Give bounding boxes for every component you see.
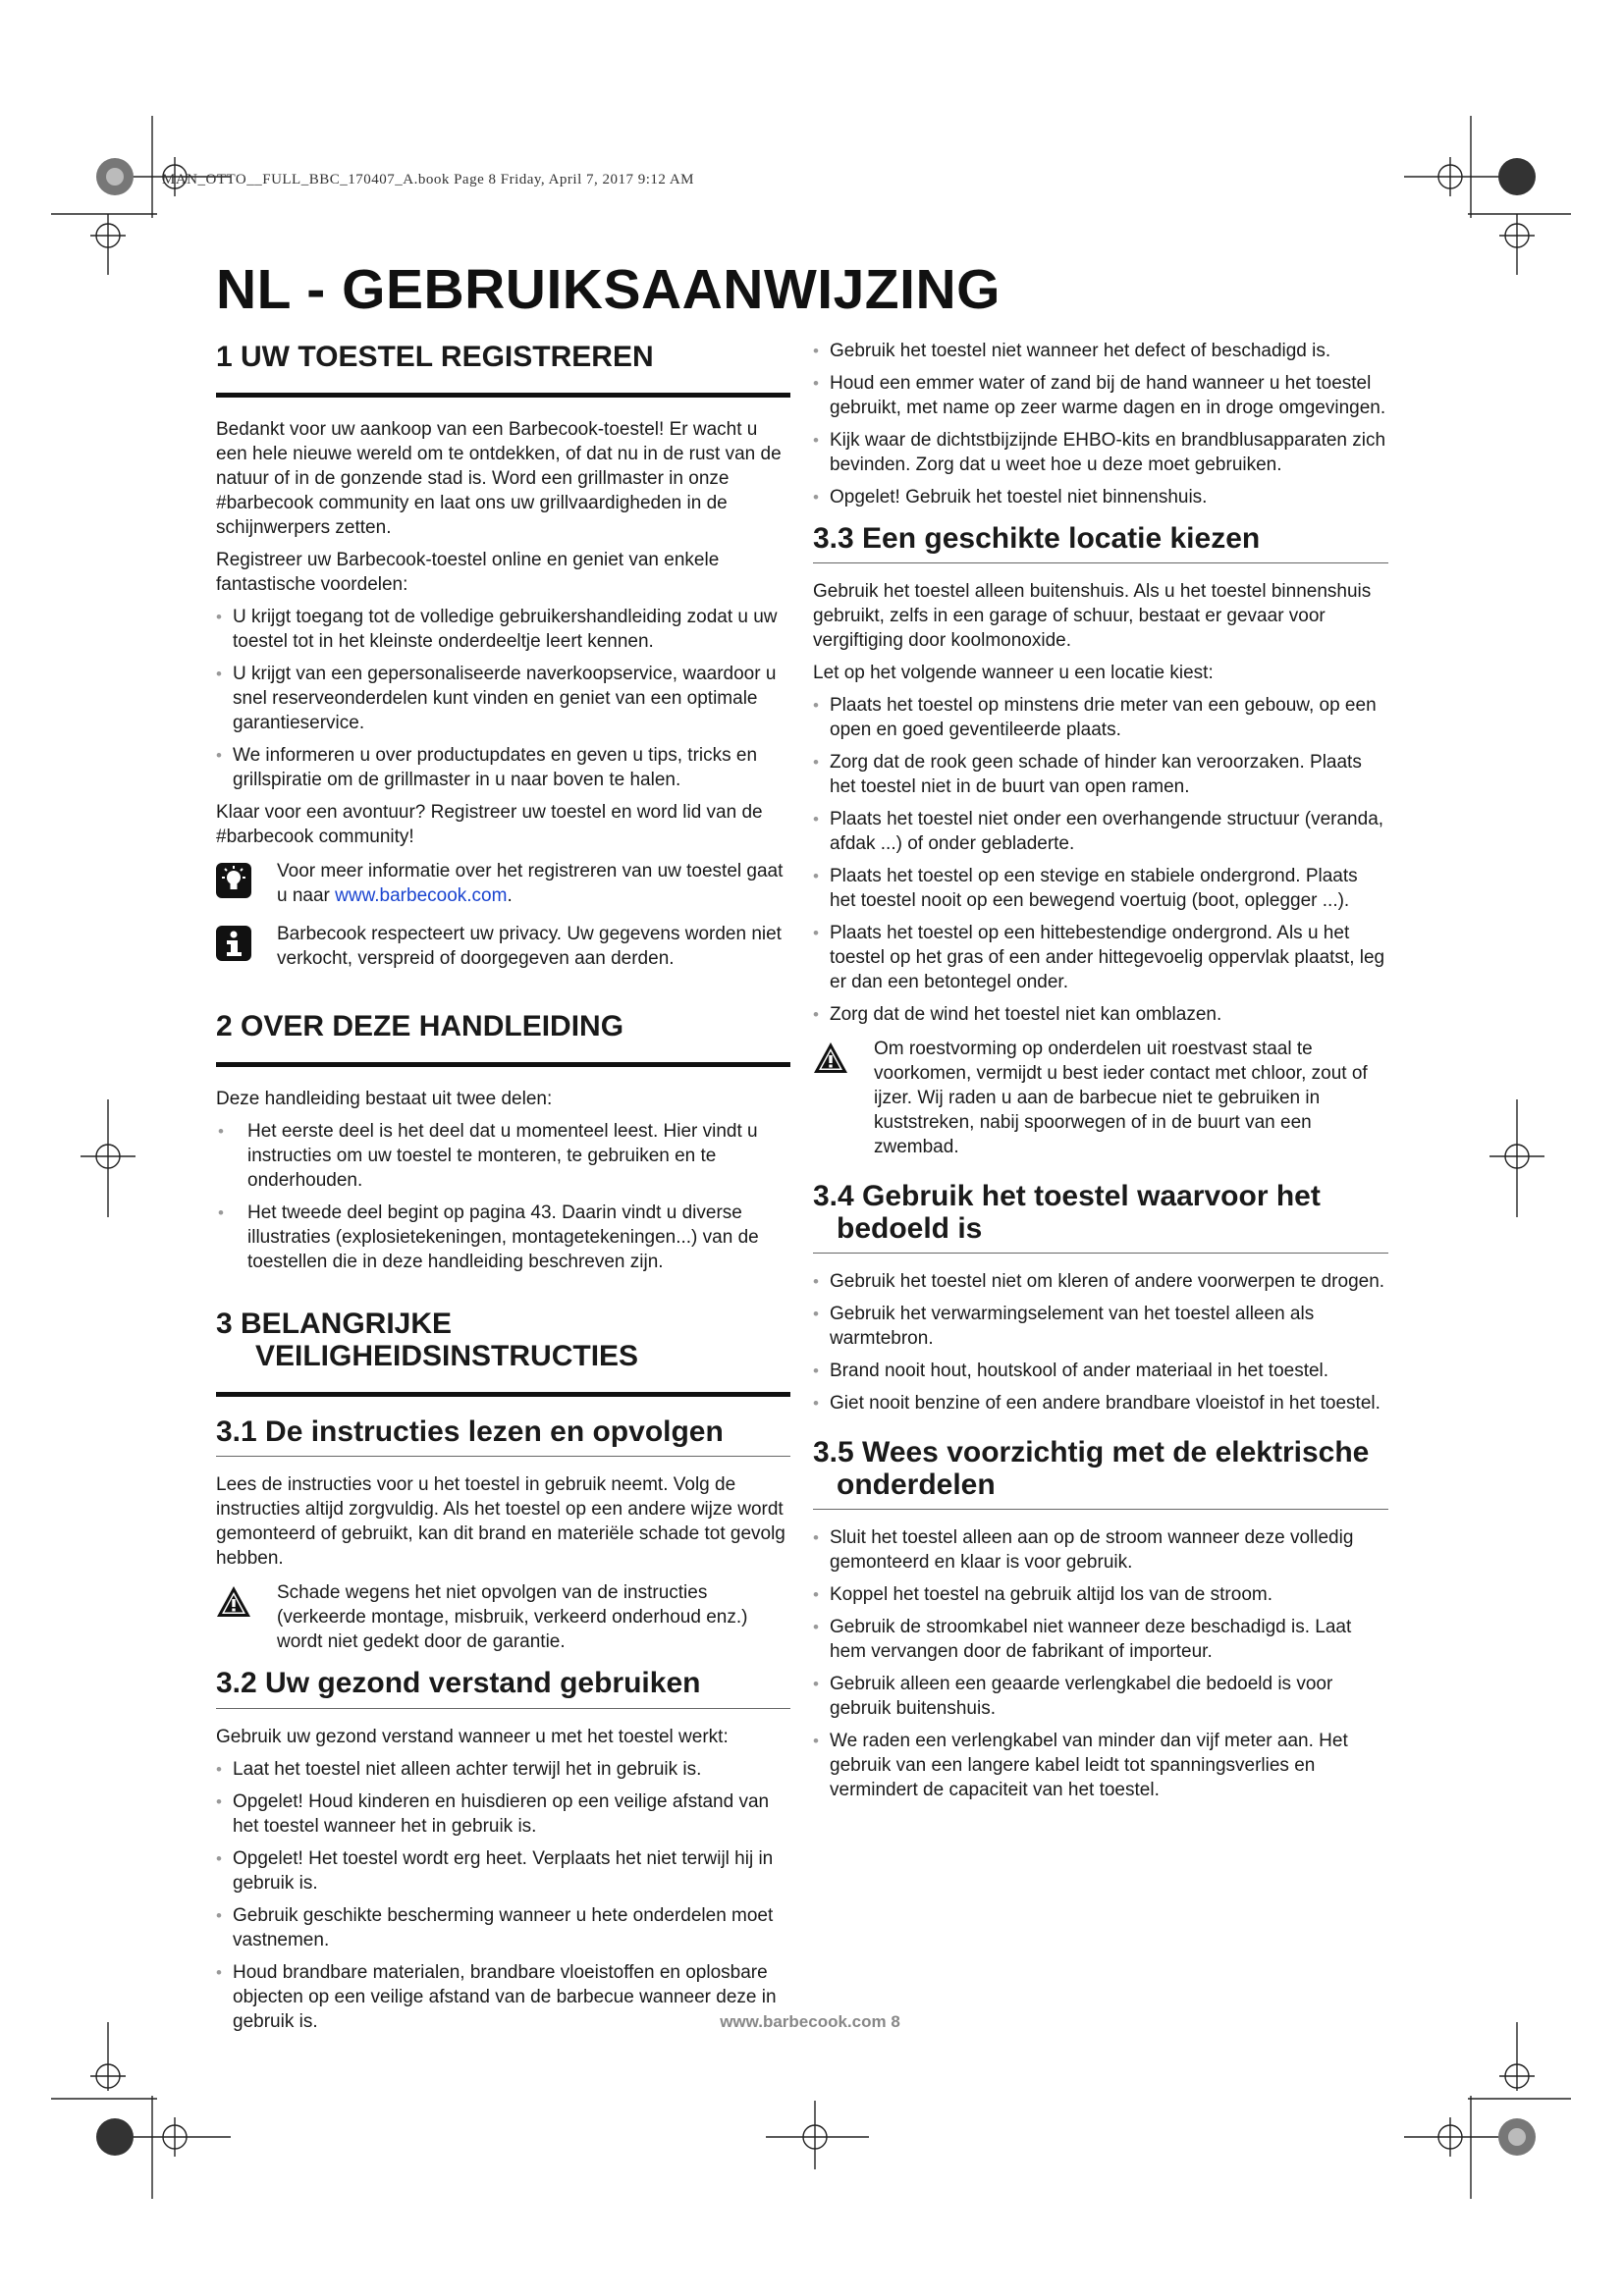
section-3-heading: [216, 1308, 790, 1397]
warning-note: [813, 1037, 1388, 1159]
section-3-heading-line2: VEILIGHEIDSINSTRUCTIES: [255, 1340, 639, 1372]
section-3-1: [216, 1416, 790, 1654]
list-item: • Het tweede deel begint op pagina 43. Daarin vindt u diverse illustraties (explosietekeningen, montagetekeningen...) van de toestellen die in deze handleiding beschreven zijn.: [216, 1201, 790, 1274]
list-item: • Gebruik alleen een geaarde verlengkabel die bedoeld is voor gebruik buitenshuis.: [813, 1672, 1388, 1721]
section-3-5-heading: [813, 1437, 1388, 1510]
section-3-3: [813, 523, 1388, 1159]
section-3-3-intro: Let op het volgende wanneer u een locatie kiest:: [813, 663, 1214, 684]
section-3-2-intro: Gebruik uw gezond verstand wanneer u met het toestel werkt:: [216, 1726, 729, 1747]
warning-icon: [216, 1584, 251, 1620]
lightbulb-icon: [216, 863, 251, 898]
list-item: • Opgelet! Houd kinderen en huisdieren op een veilige afstand van het toestel wanneer het in gebruik is.: [216, 1789, 790, 1839]
section-3-1-text: Lees de instructies voor u het toestel in gebruik neemt. Volg de instructies altijd zorgvuldig. Als het toestel op een andere wijze wordt gemonteerd of gebruikt, kan dit brand en materiële schade tot gevolg hebben.: [216, 1474, 785, 1570]
list-item: • Plaats het toestel op een hittebestendige ondergrond. Als u het toestel op het gras of een ander hittegevoelig oppervlak plaatst, leg er dan een betontegel onder.: [813, 921, 1388, 994]
spacer: [216, 985, 790, 1010]
section-2: [216, 1010, 790, 1274]
info-text: Barbecook respecteert uw privacy. Uw gegevens worden niet verkocht, verspreid of doorgegeven aan derden.: [277, 924, 782, 969]
left-column: [216, 341, 790, 2042]
list-item: • Gebruik het verwarmingselement van het toestel alleen als warmtebron.: [813, 1302, 1388, 1351]
list-item: • Opgelet! Gebruik het toestel niet binnenshuis.: [813, 485, 1388, 509]
section-3-5: [813, 1437, 1388, 1802]
section-3-4-heading-line1: 3.4 Gebruik het toestel waarvoor het: [813, 1180, 1321, 1213]
section-2-parts: [216, 1119, 790, 1274]
right-column: [813, 341, 1388, 1810]
section-1-benefits: [216, 605, 790, 792]
warning-text: Schade wegens het niet opvolgen van de instructies (verkeerde montage, misbruik, verkeerd onderhoud enz.) wordt niet gedekt door de garantie.: [277, 1582, 748, 1653]
section-2-heading: 2 OVER DEZE HANDLEIDING: [216, 1010, 790, 1067]
warning-text: Om roestvorming op onderdelen uit roestvast staal te voorkomen, vermijdt u best ieder contact met chloor, zout of ijzer. Wij raden u aan de barbecue niet te gebruiken in kuststreken, nabij spoorwegen of in de buurt van een zwembad.: [874, 1039, 1368, 1158]
section-2-intro: Deze handleiding bestaat uit twee delen:: [216, 1089, 553, 1109]
tip-text-body: Voor meer informatie over het registreren van uw toestel gaat u naar: [277, 861, 784, 906]
section-3-4-heading-line2: bedoeld is: [837, 1211, 983, 1245]
section-3-2: [216, 1668, 790, 2033]
spacer: [216, 1282, 790, 1308]
tip-text: [277, 859, 790, 908]
section-3-5-heading-line2: onderdelen: [837, 1468, 996, 1501]
list-item: • Brand nooit hout, houtskool of ander materiaal in het toestel.: [813, 1359, 1388, 1383]
section-3-1-heading: 3.1 De instructies lezen en opvolgen: [216, 1416, 790, 1457]
section-3-4-heading: [813, 1181, 1388, 1254]
warning-icon: [813, 1041, 848, 1076]
list-item: • Gebruik de stroomkabel niet wanneer deze beschadigd is. Laat hem vervangen door de fabrikant of importeur.: [813, 1615, 1388, 1664]
section-3-2-heading: 3.2 Uw gezond verstand gebruiken: [216, 1668, 790, 1708]
list-item: • Giet nooit benzine of een andere brandbare vloeistof in het toestel.: [813, 1391, 1388, 1415]
list-item: • Plaats het toestel niet onder een overhangende structuur (veranda, afdak ...) of onder gebladerte.: [813, 807, 1388, 856]
section-3-5-heading-line1: 3.5 Wees voorzichtig met de elektrische: [813, 1436, 1370, 1469]
section-3-2-list-continued: [813, 339, 1388, 509]
section-3-2-list: [216, 1757, 790, 2034]
section-3-4-list: [813, 1269, 1388, 1415]
info-note: [216, 922, 790, 971]
tip-note: [216, 859, 790, 908]
section-3-heading-line1: 3 BELANGRIJKE: [216, 1308, 453, 1340]
info-icon: [216, 926, 251, 961]
section-1-heading: 1 UW TOESTEL REGISTREREN: [216, 341, 790, 398]
section-1-register: Registreer uw Barbecook-toestel online en geniet van enkele fantastische voordelen:: [216, 550, 720, 595]
section-3-3-text: Gebruik het toestel alleen buitenshuis. Als u het toestel binnenshuis gebruikt, zelfs in een garage of schuur, bestaat er gevaar voor vergiftiging door koolmonoxide.: [813, 581, 1372, 652]
list-item: • Opgelet! Het toestel wordt erg heet. Verplaats het niet terwijl hij in gebruik is.: [216, 1846, 790, 1896]
section-3: [216, 1308, 790, 1397]
page-footer: www.barbecook.com 8: [720, 2012, 900, 2031]
page-title: NL - GEBRUIKSAANWIJZING: [216, 258, 1001, 321]
warning-note: [216, 1580, 790, 1654]
section-3-4: [813, 1181, 1388, 1415]
list-item: • U krijgt toegang tot de volledige gebruikershandleiding zodat u uw toestel tot in het kleinste onderdeeltje leert kennen.: [216, 605, 790, 654]
list-item: • We raden een verlengkabel van minder dan vijf meter aan. Het gebruik van een langere kabel leidt tot spanningsverlies en vermindert de capaciteit van het toestel.: [813, 1729, 1388, 1802]
section-1: [216, 341, 790, 971]
section-3-3-heading: 3.3 Een geschikte locatie kiezen: [813, 523, 1388, 563]
section-1-intro: Bedankt voor uw aankoop van een Barbecook-toestel! Er wacht u een hele nieuwe wereld om te ontdekken, of dat nu in de rust van de natuur of in de gonzende stad is. Word een grillmaster in onze #barbecook community en laat ons uw grillvaardigheden in de schijnwerpers zetten.: [216, 419, 782, 538]
list-item: • Houd brandbare materialen, brandbare vloeistoffen en oplosbare objecten op een veilige afstand van de barbecue wanneer deze in gebruik is.: [216, 1960, 790, 2034]
list-item: • Het eerste deel is het deel dat u momenteel leest. Hier vindt u instructies om uw toestel te monteren, te gebruiken en te onderhouden.: [216, 1119, 790, 1193]
list-item: • Gebruik geschikte bescherming wanneer u hete onderdelen moet vastnemen.: [216, 1903, 790, 1952]
list-item: • We informeren u over productupdates en geven u tips, tricks en grillspiratie om de grillmaster in u naar boven te halen.: [216, 743, 790, 792]
section-3-3-list: [813, 693, 1388, 1027]
section-1-cta: Klaar voor een avontuur? Registreer uw toestel en word lid van de #barbecook community!: [216, 802, 763, 847]
list-item: • Zorg dat de wind het toestel niet kan omblazen.: [813, 1002, 1388, 1027]
print-slug: MAN_OTTO__FULL_BBC_170407_A.book Page 8 Friday, April 7, 2017 9:12 AM: [162, 172, 695, 187]
list-item: • Plaats het toestel op minstens drie meter van een gebouw, op een open en goed geventileerde plaats.: [813, 693, 1388, 742]
list-item: • Gebruik het toestel niet wanneer het defect of beschadigd is.: [813, 339, 1388, 363]
list-item: • Gebruik het toestel niet om kleren of andere voorwerpen te drogen.: [813, 1269, 1388, 1294]
list-item: • Zorg dat de rook geen schade of hinder kan veroorzaken. Plaats het toestel niet in de buurt van open ramen.: [813, 750, 1388, 799]
list-item: • Koppel het toestel na gebruik altijd los van de stroom.: [813, 1582, 1388, 1607]
section-3-5-list: [813, 1525, 1388, 1802]
tip-text-end: .: [507, 885, 513, 906]
list-item: • Kijk waar de dichtstbijzijnde EHBO-kits en brandblusapparaten zich bevinden. Zorg dat u weet hoe u deze moet gebruiken.: [813, 428, 1388, 477]
barbecook-link[interactable]: www.barbecook.com: [335, 885, 508, 906]
list-item: • Plaats het toestel op een stevige en stabiele ondergrond. Plaats het toestel nooit op een bewegend voertuig (boot, oplegger ...).: [813, 864, 1388, 913]
list-item: • Sluit het toestel alleen aan op de stroom wanneer deze volledig gemonteerd en klaar is voor gebruik.: [813, 1525, 1388, 1575]
list-item: • U krijgt van een gepersonaliseerde naverkoopservice, waardoor u snel reserveonderdelen kunt vinden en geniet van een optimale garantieservice.: [216, 662, 790, 735]
list-item: • Laat het toestel niet alleen achter terwijl het in gebruik is.: [216, 1757, 790, 1782]
list-item: • Houd een emmer water of zand bij de hand wanneer u het toestel gebruikt, met name op zeer warme dagen en in droge omgevingen.: [813, 371, 1388, 420]
